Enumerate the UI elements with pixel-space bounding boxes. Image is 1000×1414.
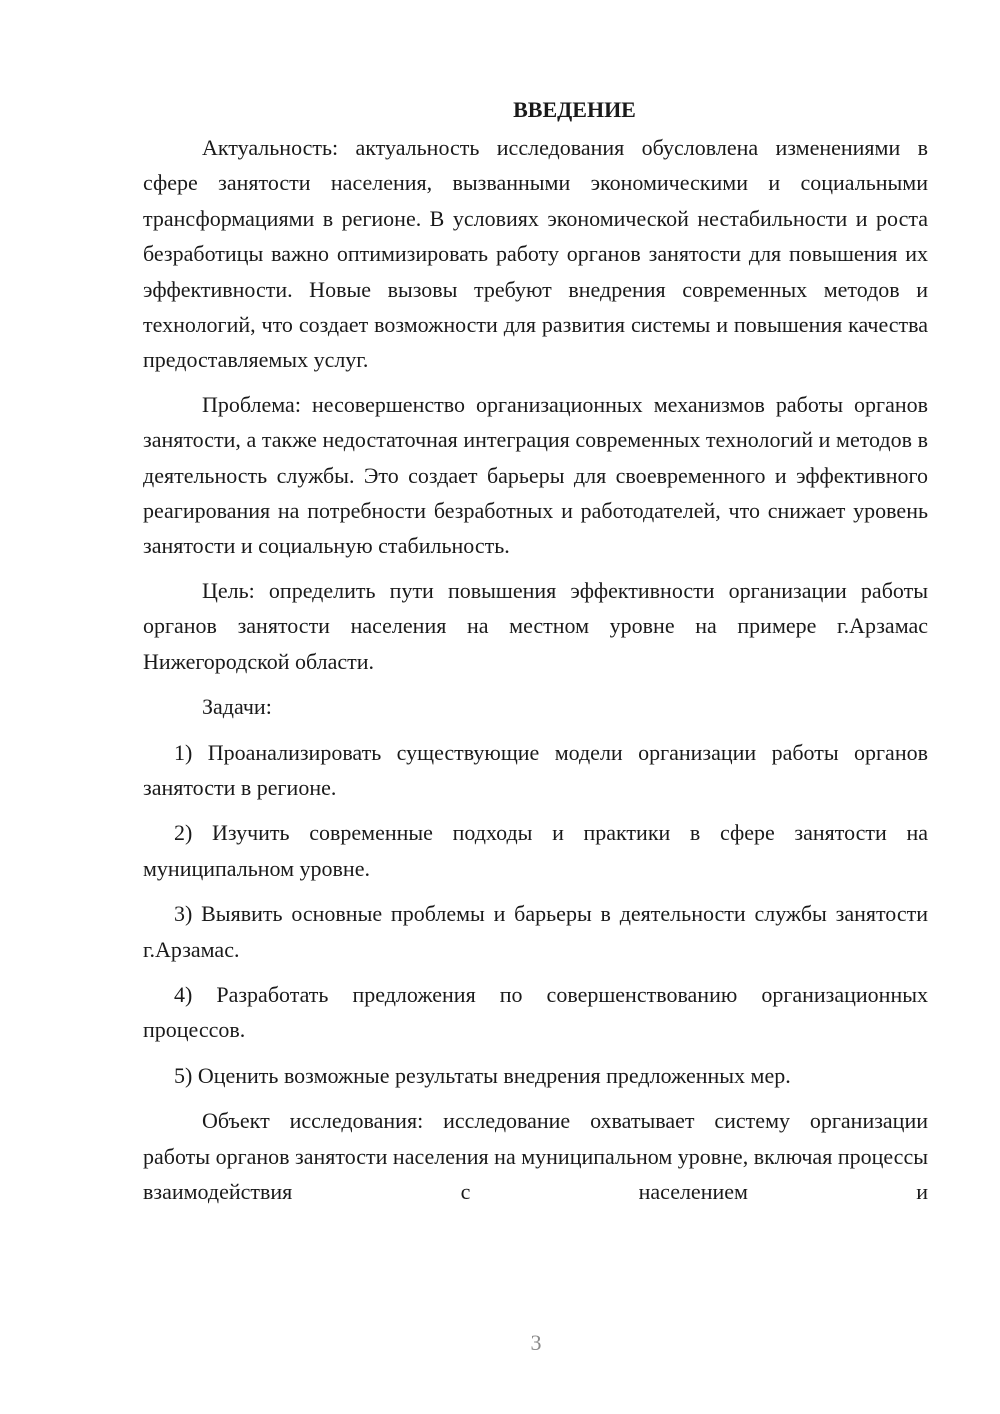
relevance-paragraph: Актуальность: актуальность исследования обусловлена изменениями в сфере занятости населения, вызванными экономическими и социальными трансформациями в регионе. В условиях экономической нестабильности и роста безработицы важно оптимизировать работу органов занятости для повышения их эффективности. Новые вызовы требуют внедрения современных методов и технологий, что создает возможности для развития системы и повышения качества предоставляемых услуг. <box>143 135 928 373</box>
task-item-2: 2) Изучить современные подходы и практики в сфере занятости на муниципальном уровне. <box>143 820 928 881</box>
problem-paragraph: Проблема: несовершенство организационных механизмов работы органов занятости, а также недостаточная интеграция современных технологий и методов в деятельность службы. Это создает барьеры для своевременного и эффективного реагирования на потребности безработных и работодателей, что снижает уровень занятости и социальную стабильность. <box>143 391 928 559</box>
task-item-3: 3) Выявить основные проблемы и барьеры в деятельности службы занятости г.Арзамас. <box>143 901 928 962</box>
goal-paragraph: Цель: определить пути повышения эффективности организации работы органов занятости населения на местном уровне на примере г.Арзамас Нижегородской области. <box>143 577 928 674</box>
task-item-4: 4) Разработать предложения по совершенствованию организационных процессов. <box>143 981 928 1043</box>
tasks-heading: Задачи: <box>202 694 272 720</box>
object-paragraph: Объект исследования: исследование охватывает систему организации работы органов занятости населения на муниципальном уровне, включая процессы взаимодействия с населением и <box>143 1108 928 1204</box>
task-item-1: 1) Проанализировать существующие модели организации работы органов занятости в регионе. <box>143 739 928 800</box>
page-number: 3 <box>530 1330 542 1355</box>
document-page <box>143 92 928 1209</box>
task-item-5: 5) Оценить возможные результаты внедрения предложенных мер. <box>174 1062 791 1088</box>
section-heading: ВВЕДЕНИЕ <box>513 97 636 122</box>
